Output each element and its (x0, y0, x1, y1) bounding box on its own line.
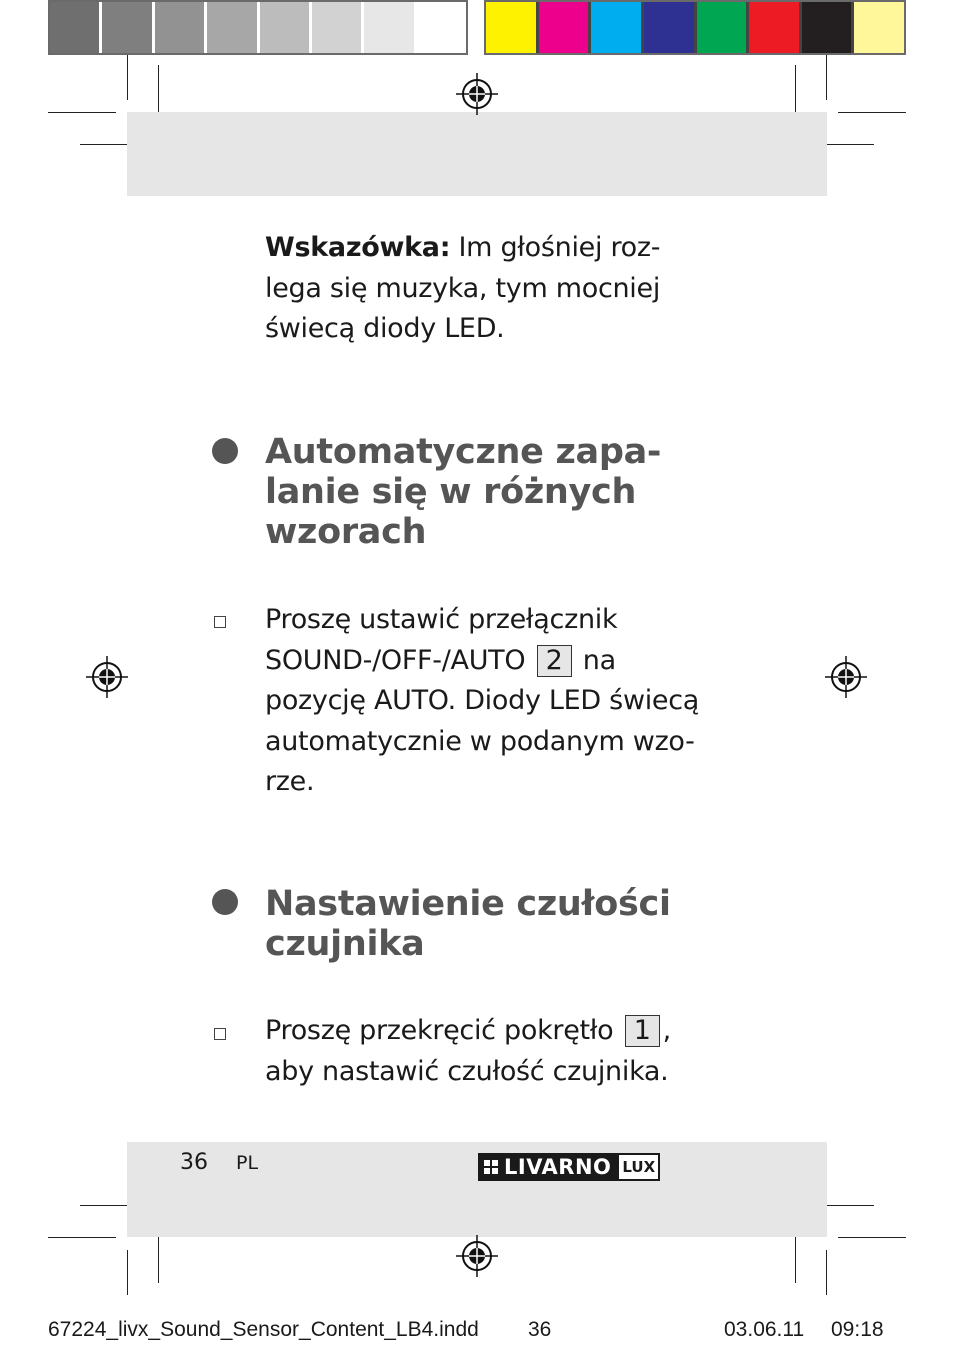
heading-line: wzorach (265, 512, 427, 552)
color-swatch (802, 2, 855, 53)
brand-logo (478, 1153, 660, 1181)
instruction-line: pozycję AUTO. Diody LED świecą (265, 685, 700, 716)
crop-mark (127, 1250, 128, 1295)
crop-mark (48, 112, 116, 113)
reference-number: 2 (537, 645, 572, 677)
note-label: Wskazówka: (265, 232, 451, 263)
heading-line: Automatyczne zapa- (265, 432, 662, 472)
crop-mark (826, 1250, 827, 1295)
logo-squares-icon (484, 1160, 498, 1174)
color-swatch (644, 2, 697, 53)
reference-number: 1 (625, 1015, 660, 1047)
checkbox-bullet-icon (214, 1028, 226, 1040)
section-bullet-icon (212, 889, 238, 915)
crop-mark (838, 1237, 906, 1238)
slug-date: 03.06.11 (724, 1318, 805, 1341)
crop-mark (838, 112, 906, 113)
note-text: świecą diody LED. (265, 313, 505, 344)
section-heading (265, 432, 661, 552)
instruction-line: , (662, 1015, 671, 1046)
section-bullet-icon (212, 438, 238, 464)
crop-mark (826, 55, 827, 100)
note-text: Im głośniej roz- (450, 232, 661, 263)
instruction-line: na (582, 644, 616, 676)
color-swatch (312, 2, 364, 53)
registration-mark-icon (456, 1235, 498, 1277)
registration-mark-icon (86, 656, 128, 698)
header-band (127, 112, 827, 196)
logo-lux: LUX (617, 1153, 660, 1181)
color-swatch (260, 2, 312, 53)
heading-line: Nastawienie czułości (265, 884, 671, 924)
registration-mark-icon (825, 656, 867, 698)
color-swatch (102, 2, 154, 53)
slug-page: 36 (528, 1318, 552, 1341)
language-code: PL (236, 1152, 259, 1174)
color-swatch (364, 2, 416, 53)
color-swatch (155, 2, 207, 53)
registration-mark-icon (456, 73, 498, 115)
slug-filename: 67224_livx_Sound_Sensor_Content_LB4.indd (48, 1318, 479, 1341)
color-swatch (539, 2, 592, 53)
instruction-line: rze. (265, 766, 315, 797)
instruction-line: aby nastawić czułość czujnika. (265, 1055, 669, 1087)
footer-band (127, 1142, 827, 1237)
color-swatch (50, 2, 102, 53)
instruction-paragraph (265, 600, 699, 803)
section-heading (265, 884, 671, 964)
color-swatch (417, 2, 466, 53)
color-swatch (207, 2, 259, 53)
color-swatch (486, 2, 539, 53)
crop-mark (127, 55, 128, 100)
note-paragraph (265, 228, 660, 350)
instruction-paragraph (265, 1011, 671, 1092)
color-swatch-bar (484, 0, 906, 55)
heading-line: czujnika (265, 924, 425, 964)
checkbox-bullet-icon (214, 616, 226, 628)
color-swatch (854, 2, 904, 53)
color-swatch (697, 2, 750, 53)
instruction-line: automatycznie w podanym wzo- (265, 725, 695, 757)
instruction-line: Proszę przekręcić pokrętło (265, 1015, 614, 1046)
grey-scale-bar (48, 0, 468, 55)
color-swatch (749, 2, 802, 53)
logo-text: LIVARNO (504, 1155, 612, 1179)
color-swatch (591, 2, 644, 53)
instruction-line: SOUND-/OFF-/AUTO (265, 644, 526, 676)
note-text: lega się muzyka, tym mocniej (265, 272, 661, 304)
page-number: 36 (180, 1150, 208, 1175)
instruction-line: Proszę ustawić przełącznik (265, 604, 618, 635)
slug-time: 09:18 (831, 1318, 884, 1341)
crop-mark (48, 1237, 116, 1238)
heading-line: lanie się w różnych (265, 472, 637, 512)
